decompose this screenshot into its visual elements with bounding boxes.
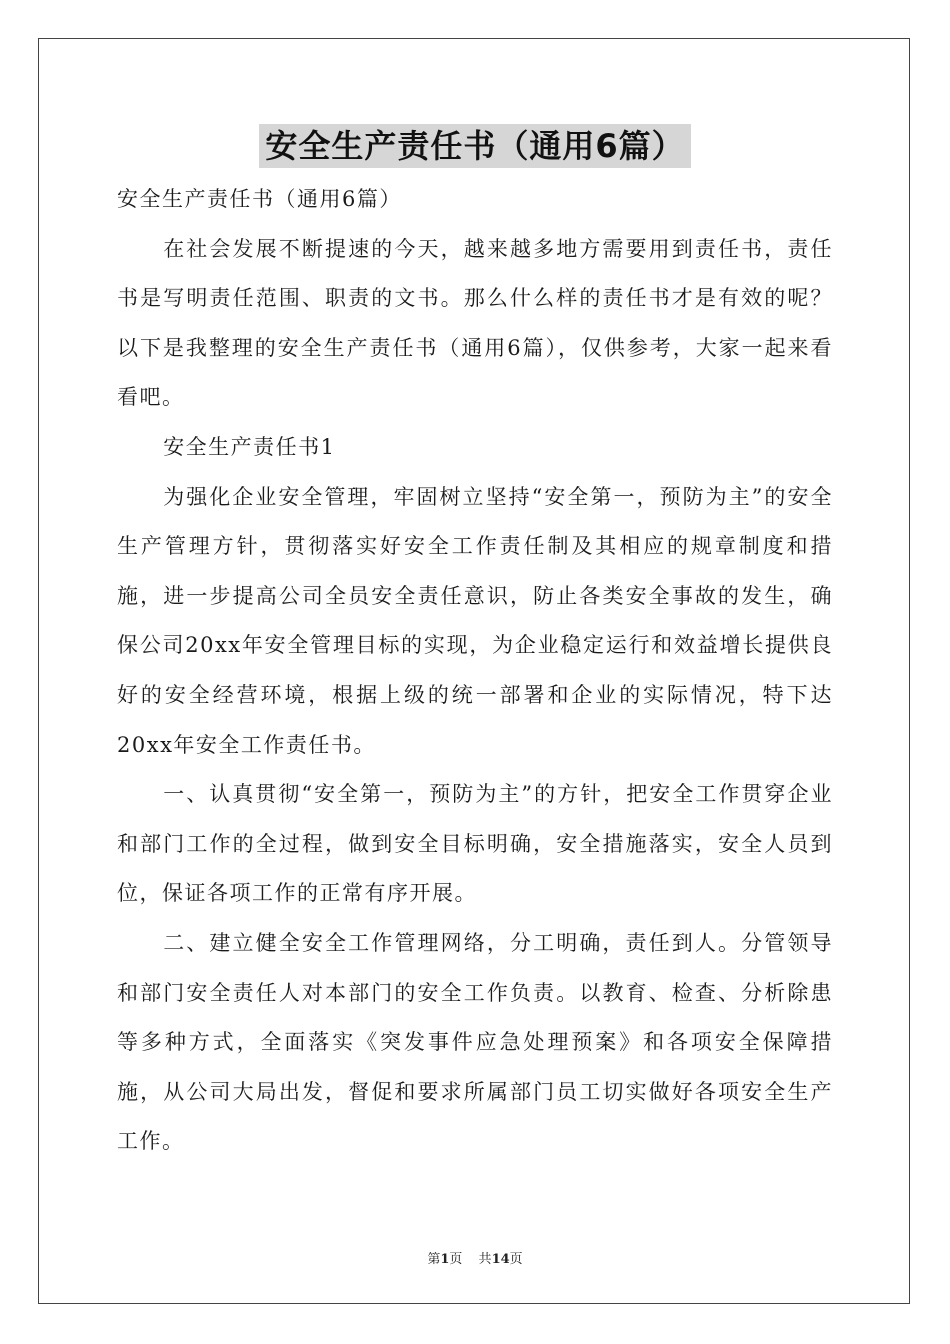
document-title: 安全生产责任书（通用6篇） (259, 124, 690, 168)
paragraph: 为强化企业安全管理，牢固树立坚持“安全第一，预防为主”的安全生产管理方针，贯彻落实好安全工作责任制及其相应的规章制度和措施，进一步提高公司全员安全责任意识，防止各类安全事故的发生，确保公司20xx年安全管理目标的实现，为企业稳定运行和效益增长提供良好的安全经营环境，根据上级的统一部署和企业的实际情况，特下达20xx年安全工作责任书。 (117, 484, 833, 757)
page-number: 1 (440, 1252, 450, 1267)
title-wrap (0, 124, 950, 168)
paragraph: 二、建立健全安全工作管理网络，分工明确，责任到人。分管领导和部门安全责任人对本部门的安全工作负责。以教育、检查、分析除患等多种方式，全面落实《突发事件应急处理预案》和各项安全保障措施，从公司大局出发，督促和要求所属部门员工切实做好各项安全生产工作。 (117, 930, 833, 1154)
total-pages: 14 (491, 1252, 510, 1267)
page-indicator (427, 1252, 462, 1267)
paragraph: 安全生产责任书（通用6篇） (117, 187, 402, 211)
page-prefix: 第 (427, 1252, 441, 1267)
total-pages-indicator (479, 1252, 523, 1267)
document-body (117, 175, 833, 1167)
section-heading: 安全生产责任书1 (163, 434, 336, 459)
paragraph: 一、认真贯彻“安全第一，预防为主”的方针，把安全工作贯穿企业和部门工作的全过程，做到安全目标明确，安全措施落实，安全人员到位，保证各项工作的正常有序开展。 (117, 782, 833, 906)
page-suffix: 页 (449, 1252, 463, 1267)
total-prefix: 共 (478, 1252, 492, 1267)
total-suffix: 页 (509, 1252, 523, 1267)
paragraph: 在社会发展不断提速的今天，越来越多地方需要用到责任书，责任书是写明责任范围、职责的文书。那么什么样的责任书才是有效的呢？以下是我整理的安全生产责任书（通用6篇），仅供参考，大家一起来看看吧。 (117, 236, 833, 410)
page-footer (0, 1248, 950, 1267)
